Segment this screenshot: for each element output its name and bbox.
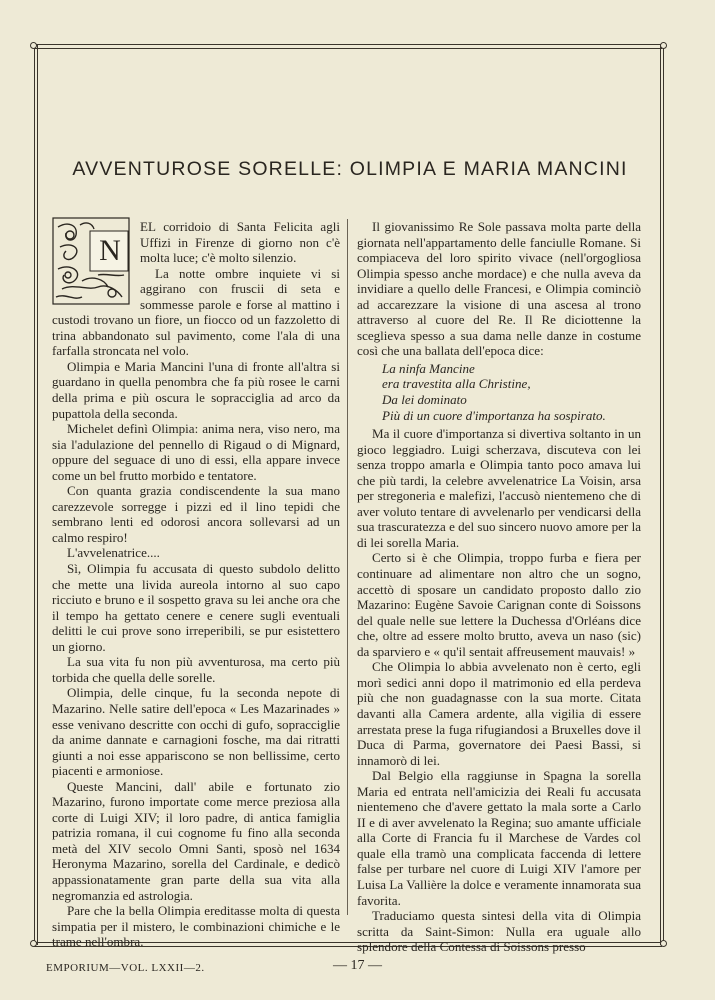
paragraph: Olimpia e Maria Mancini l'una di fronte all'altra si guardano in quella penombra che fa più rosee le carni della prima e più oscura le sopracciglia ad arco da pupattola della seconda. (52, 358, 340, 421)
paragraph: Il giovanissimo Re Sole passava molta parte della giornata nell'appartamento delle fanciulle Romane. Si compiaceva del loro spirito vivace (nell'orgogliosa Olimpia spesso anche mordace) e che nulla aveva da invidiare a quello delle Francesi, e Olimpia cominciò ad accarezzare la visione di una ascesa al trono attraverso al cuore del Re. Il Re diciottenne la sceglieva spesso a sua dama nelle danze in costume così che una ballata dell'epoca dice: (357, 219, 641, 359)
verse-line: La ninfa Mancine (382, 360, 475, 376)
verse-line: Da lei dominato (382, 392, 467, 408)
right-column (357, 219, 641, 955)
paragraph: EL corridoio di Santa Felicita agli Uffizi in Firenze di giorno non c'è molta luce; c'è molto silenzio. (140, 219, 340, 266)
frame-left-rule (34, 44, 38, 945)
frame-corner-ornament (660, 42, 667, 49)
paragraph: Queste Mancini, dall' abile e fortunato zio Mazarino, furono importate come merce preziosa alla corte di Luigi XIV; il loro padre, di antica famiglia patrizia romana, il cui cognome fu fino alla seconda metà del XIV secolo Omni Santi, sposò nel 1634 Heronyma Mazarino, sorella del Cardinale, e dedicò appassionatamente gran parte della sua vita alla negromanzia ed astrologia. (52, 778, 340, 903)
verse-line: era travestita alla Christine, (382, 376, 531, 392)
frame-corner-ornament (30, 42, 37, 49)
paragraph: Olimpia, delle cinque, fu la seconda nepote di Mazarino. Nelle satire dell'epoca « Les Mazarinades » esse venivano descritte con occhi di gufo, sopracciglie da anime dannate e carnagioni fosche, ma dai ritratti giunti a noi esse appariscono se non bellissime, certo piacenti e armoniose. (52, 685, 340, 779)
left-column (52, 219, 340, 950)
column-divider (347, 219, 348, 915)
paragraph: Che Olimpia lo abbia avvelenato non è certo, egli morì sedici anni dopo il matrimonio ed ella perdeva più che non guadagnasse con la sua morte. Citata davanti alla Camera ardente, alla vigilia di essere arrestata prese la fuga rifugiandosi a Bruxelles dove il Duca di Parma, governatore dei Paesi Bassi, si innamorò di lei. (357, 659, 641, 768)
paragraph: Sì, Olimpia fu accusata di questo subdolo delitto che mette una livida aureola intorno al suo capo ricciuto e bruno e il sospetto grava su lei anche ora che il tempo ha gettato cenere e cenere sugli eventuali delitti le cui prove sono irreperibili, se pur esistettero un giorno. (52, 561, 340, 654)
paragraph: Certo si è che Olimpia, troppo furba e fiera per continuare ad alimentare non altro che un sogno, accettò di sposare un candidato proposto dallo zio Mazarino: Eugène Savoie Carignan conte di Soissons del quale nelle sue lettere la Duchessa d'Orléans dice che, oltre ad essere molto brutto, aveva un naso (sic) da sparviero e « qu'il sentait affreusement mauvais! » (357, 550, 641, 659)
journal-footer: EMPORIUM—VOL. LXXII—2. (46, 962, 205, 974)
frame-right-rule (660, 44, 664, 945)
paragraph: Pare che la bella Olimpia ereditasse molta di questa simpatia per il mistero, le combinazioni chimiche e le trame nell'ombra. (52, 903, 340, 950)
frame-corner-ornament (30, 940, 37, 947)
paragraph: Dal Belgio ella raggiunse in Spagna la sorella Maria ed entrata nell'amicizia dei Reali fu accusata nientemeno che d'avere gettato la mala sorte a Carlo II e di aver avvelenato la Regina; suo amante ufficiale alla Corte di Francia fu il Marchese de Vardes col quale ella tramò una complicata faccenda di lettere false per turbare nel cuore di Luigi XIV l'amore per Luisa La Vallière la dolce e veramente innamorata sua favorita. (357, 768, 641, 908)
paragraph: Traduciamo questa sintesi della vita di Olimpia scritta da Saint-Simon: Nulla era uguale allo splendore della Contessa di Soissons presso (357, 908, 641, 955)
verse-line: Più di un cuore d'importanza ha sospirato. (382, 407, 606, 423)
paragraph: Michelet definì Olimpia: anima nera, viso nero, ma sia l'adulazione del pennello di Rigaud o di Mignard, oppure del seguace di uno di essi, ella appare invece come un bel frutto morbido e tentatore. (52, 421, 340, 483)
paragraph: Con quanta grazia condiscendente la sua mano carezzevole sorregge i pizzi ed il lino tepidi che sembrano lenti ed odorosi ancora sollevarsi ad un calmo respiro! (52, 483, 340, 545)
paragraph: Ma il cuore d'importanza si divertiva soltanto in un gioco leggiadro. Luigi scherzava, discuteva con lei senza troppo amarla e Olimpia tanto poco amava lui che più tardi, la celebre avvelenatrice La Voisin, arsa per stregoneria e malefizi, l'accusò nientemeno che di aver voluto tentare di avvelenarlo per vendicarsi della sua trascuratezza e del suo sincero nuovo amore per la di lei sorella Maria. (357, 426, 641, 550)
page-number: — 17 — (333, 958, 382, 973)
ornamental-initial (52, 217, 130, 305)
frame-top-rule (34, 44, 662, 49)
article-title: AVVENTUROSE SORELLE: OLIMPIA E MARIA MANCINI (72, 158, 628, 180)
ballad-verse (382, 361, 641, 423)
frame-corner-ornament (660, 940, 667, 947)
paragraph: L'avvelenatrice.... (67, 545, 160, 561)
paragraph: La sua vita fu non più avventurosa, ma certo più torbida che quella delle sorelle. (52, 654, 340, 685)
drop-cap-letter: N (99, 234, 121, 267)
paragraph: La notte ombre inquiete vi si aggirano con fruscii di seta e sommesse parole e forse al mattino i custodi trovano un fiore, un fiocco od un fazzoletto di trina abbandonato sul pavimento, come l'ala di una farfalla stroncata nel volo. (52, 265, 340, 359)
